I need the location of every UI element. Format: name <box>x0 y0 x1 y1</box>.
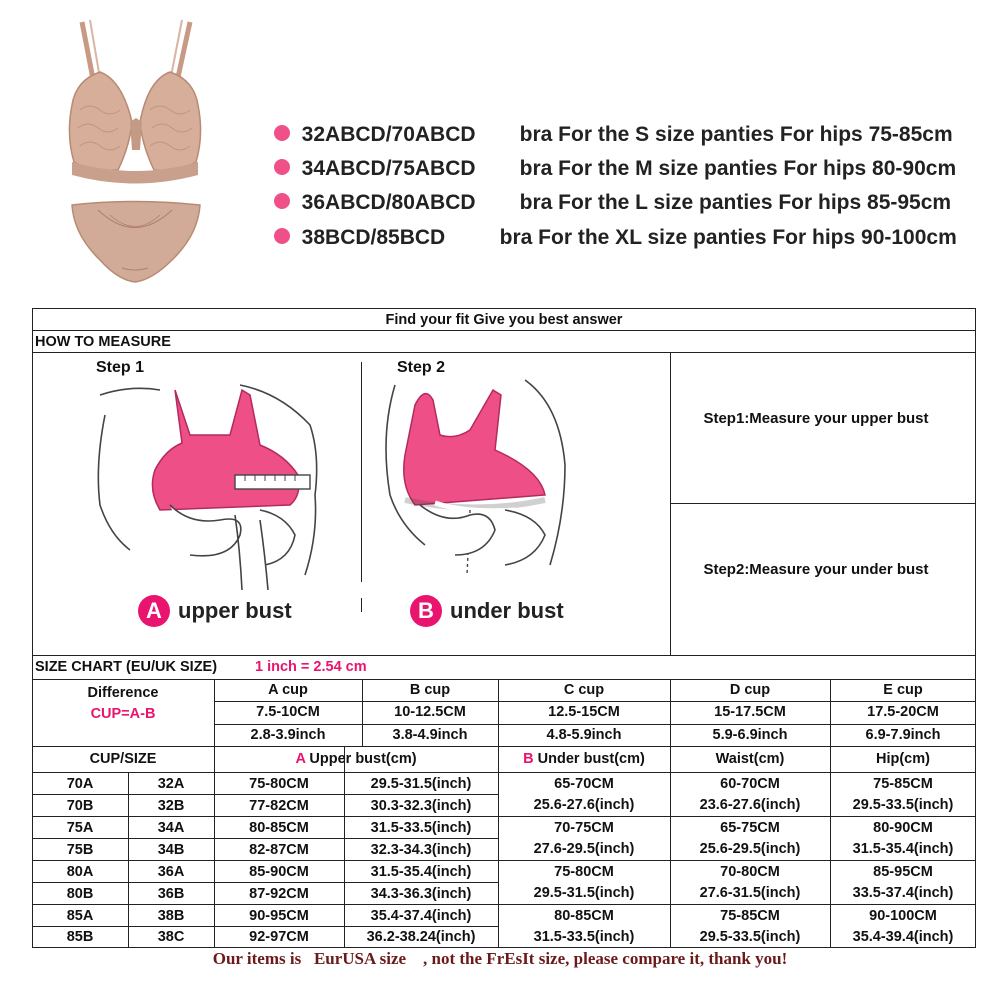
size-description: bra For the M size panties For hips 80-90cm <box>519 157 957 180</box>
uk-size: 38B <box>157 908 185 924</box>
cup-d-cm: 15-17.5CM <box>714 704 786 720</box>
cup-c-name: C cup <box>563 682 605 698</box>
eu-size: 85A <box>66 908 94 924</box>
size-description: bra For the L size panties For hips 85-95cm <box>519 191 952 214</box>
upper-bust-inch: 32.3-34.3(inch) <box>370 842 472 858</box>
upper-letter: A <box>295 751 306 767</box>
cup-a-cm: 7.5-10CM <box>256 704 320 720</box>
hip-inch: 35.4-39.4(inch) <box>852 929 954 945</box>
upper-bust-inch: 31.5-33.5(inch) <box>370 820 472 836</box>
upper-bust-cm: 82-87CM <box>249 842 309 858</box>
eu-size: 80B <box>66 886 94 902</box>
cup-c-cm: 12.5-15CM <box>548 704 620 720</box>
upper-bust-inch: 35.4-37.4(inch) <box>370 908 472 924</box>
waist-cm: 75-85CM <box>720 908 780 924</box>
waist-inch: 25.6-29.5(inch) <box>699 841 801 857</box>
upper-bust-inch: 36.2-38.24(inch) <box>366 929 476 945</box>
hip-cm: 75-85CM <box>873 776 933 792</box>
hip-header: Hip(cm) <box>876 751 930 767</box>
under-bust-caption <box>410 593 564 629</box>
size-description: bra For the S size panties For hips 75-85cm <box>519 123 953 146</box>
eu-size: 70B <box>66 798 94 814</box>
cup-a-inch: 2.8-3.9inch <box>250 727 326 743</box>
cup-e-cm: 17.5-20CM <box>867 704 939 720</box>
size-line-m <box>262 124 957 180</box>
under-bust-cm: 75-80CM <box>554 864 614 880</box>
cup-b-cm: 10-12.5CM <box>394 704 466 720</box>
waist-cm: 65-75CM <box>720 820 780 836</box>
eu-size: 75B <box>66 842 94 858</box>
under-bust-label: under bust <box>450 598 564 623</box>
difference-label: Difference <box>87 685 159 701</box>
upper-bust-illustration <box>70 375 340 595</box>
size-code: 32ABCD/70ABCD <box>301 123 476 146</box>
upper-bust-inch: 30.3-32.3(inch) <box>370 798 472 814</box>
upper-bust-cm: 92-97CM <box>249 929 309 945</box>
cup-e-name: E cup <box>883 682 923 698</box>
badge-b-icon: B <box>410 595 442 627</box>
upper-bust-cm: 75-80CM <box>249 776 309 792</box>
under-bust-cm: 80-85CM <box>554 908 614 924</box>
upper-bust-inch: 31.5-35.4(inch) <box>370 864 472 880</box>
size-description: bra For the XL size panties For hips 90-100cm <box>499 226 957 249</box>
step1-instruction: Step1:Measure your upper bust <box>703 410 929 427</box>
upper-bust-cm: 80-85CM <box>249 820 309 836</box>
uk-size: 32A <box>157 776 185 792</box>
eu-size: 70A <box>66 776 94 792</box>
uk-size: 34B <box>157 842 185 858</box>
size-chart-label: SIZE CHART (EU/UK SIZE) <box>35 659 218 675</box>
cup-a-name: A cup <box>268 682 308 698</box>
cup-b-inch: 3.8-4.9inch <box>392 727 468 743</box>
size-code: 34ABCD/75ABCD <box>301 157 476 180</box>
uk-size: 32B <box>157 798 185 814</box>
upper-bust-cm: 90-95CM <box>249 908 309 924</box>
under-bust-inch: 25.6-27.6(inch) <box>533 797 635 813</box>
under-bust-inch: 27.6-29.5(inch) <box>533 841 635 857</box>
cup-d-name: D cup <box>729 682 771 698</box>
hip-inch: 29.5-33.5(inch) <box>852 797 954 813</box>
size-code: 38BCD/85BCD <box>301 226 446 249</box>
step2-instruction: Step2:Measure your under bust <box>703 561 929 578</box>
size-line-s <box>262 90 953 146</box>
uk-size: 36A <box>157 864 185 880</box>
eu-size: 75A <box>66 820 94 836</box>
cup-b-name: B cup <box>409 682 451 698</box>
hip-cm: 90-100CM <box>869 908 937 924</box>
waist-cm: 60-70CM <box>720 776 780 792</box>
cup-c-inch: 4.8-5.9inch <box>546 727 622 743</box>
how-to-measure-heading: HOW TO MEASURE <box>35 334 171 350</box>
badge-a-icon: A <box>138 595 170 627</box>
hip-cm: 80-90CM <box>873 820 933 836</box>
upper-bust-inch: 29.5-31.5(inch) <box>370 776 472 792</box>
uk-size: 34A <box>157 820 185 836</box>
table-title: Find your fit Give you best answer <box>385 312 623 328</box>
waist-inch: 23.6-27.6(inch) <box>699 797 801 813</box>
upper-bust-header-label: Upper bust(cm) <box>309 751 417 767</box>
upper-bust-inch: 34.3-36.3(inch) <box>370 886 472 902</box>
upper-bust-caption <box>138 593 292 629</box>
under-bust-cm: 65-70CM <box>554 776 614 792</box>
uk-size: 38C <box>157 929 185 945</box>
cup-size-header: CUP/SIZE <box>89 751 157 767</box>
under-bust-header <box>498 749 670 769</box>
difference-formula: CUP=A-B <box>90 706 156 722</box>
upper-bust-header <box>214 749 498 769</box>
uk-size: 36B <box>157 886 185 902</box>
hip-inch: 31.5-35.4(inch) <box>852 841 954 857</box>
upper-bust-cm: 87-92CM <box>249 886 309 902</box>
under-bust-inch: 29.5-31.5(inch) <box>533 885 635 901</box>
footer-note: Our items is EurUSA size , not the FrEsIt size, please compare it, thank you! <box>212 949 788 968</box>
inch-conversion-note: 1 inch = 2.54 cm <box>255 659 367 675</box>
cup-d-inch: 5.9-6.9inch <box>712 727 788 743</box>
cup-e-inch: 6.9-7.9inch <box>865 727 941 743</box>
step1-label: Step 1 <box>96 359 145 376</box>
waist-inch: 27.6-31.5(inch) <box>699 885 801 901</box>
size-line-l <box>262 158 952 214</box>
waist-header: Waist(cm) <box>715 751 785 767</box>
under-bust-inch: 31.5-33.5(inch) <box>533 929 635 945</box>
eu-size: 85B <box>66 929 94 945</box>
size-line-xl <box>262 193 957 249</box>
under-bust-illustration <box>375 375 575 595</box>
under-letter: B <box>523 751 534 767</box>
upper-bust-cm: 77-82CM <box>249 798 309 814</box>
hip-inch: 33.5-37.4(inch) <box>852 885 954 901</box>
size-code: 36ABCD/80ABCD <box>301 191 476 214</box>
step2-label: Step 2 <box>397 359 446 376</box>
under-bust-cm: 70-75CM <box>554 820 614 836</box>
upper-bust-cm: 85-90CM <box>249 864 309 880</box>
bullet-dot-icon <box>274 228 290 244</box>
product-image <box>60 10 210 290</box>
waist-cm: 70-80CM <box>720 864 780 880</box>
eu-size: 80A <box>66 864 94 880</box>
upper-bust-label: upper bust <box>178 598 292 623</box>
hip-cm: 85-95CM <box>873 864 933 880</box>
under-bust-header-label: Under bust(cm) <box>537 751 645 767</box>
waist-inch: 29.5-33.5(inch) <box>699 929 801 945</box>
